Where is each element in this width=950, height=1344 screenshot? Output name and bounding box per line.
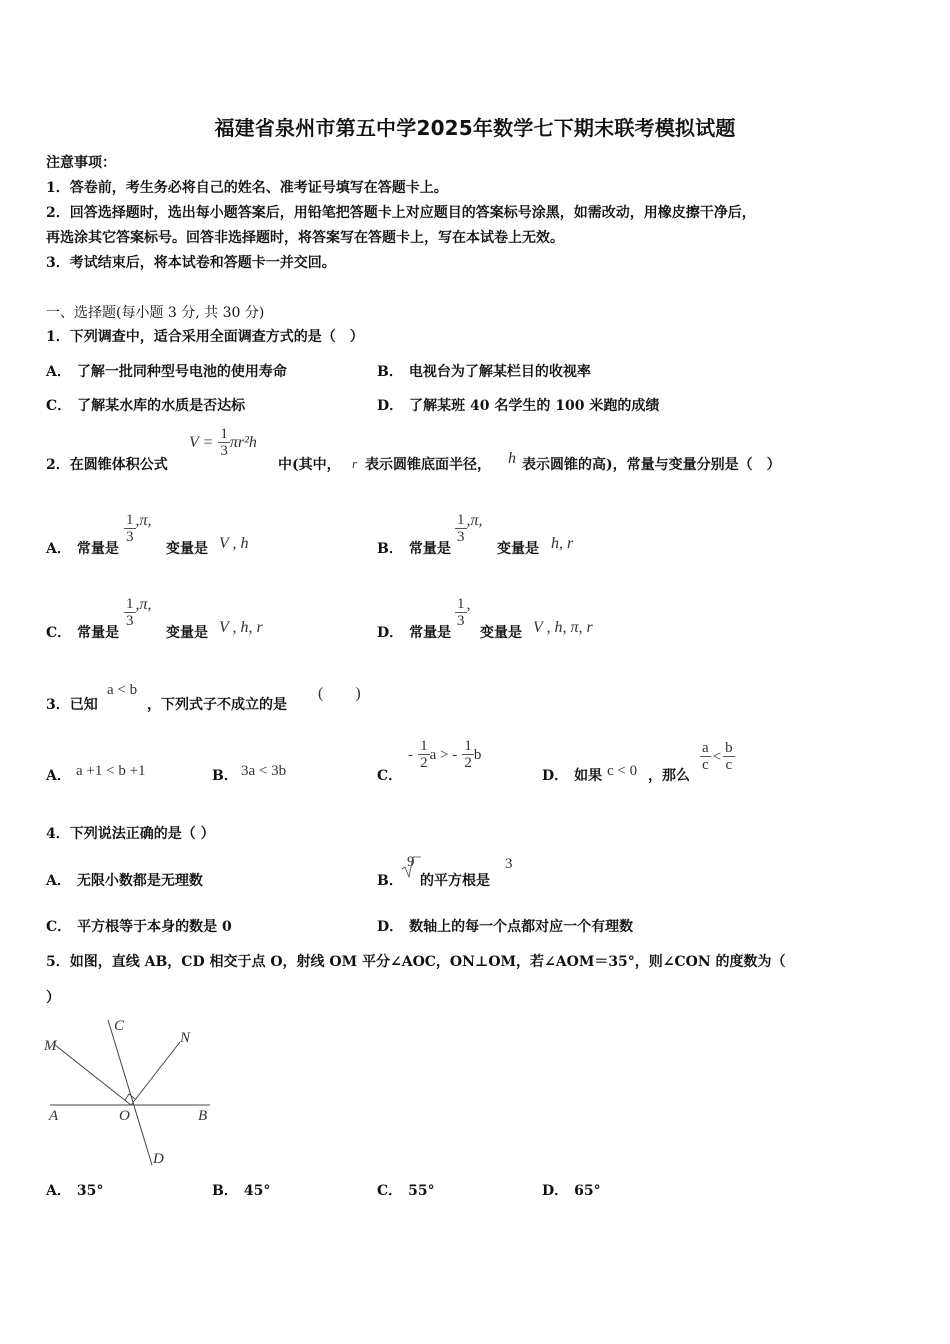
q3-option-b: B． (212, 768, 238, 784)
q5-option-b: B． 45° (212, 1183, 271, 1199)
q4-option-b-num: 9 (407, 854, 415, 870)
q3-stem-pre: 3．已知 (46, 697, 98, 713)
q2-option-c-vars: V , h, r (219, 619, 263, 636)
notice-heading: 注意事项： (46, 155, 116, 171)
option-letter: A． (46, 364, 71, 380)
q5-option-d: D． 65° (542, 1183, 601, 1199)
q2-option-d-vars: V , h, π, r (533, 619, 593, 636)
label-o: O (119, 1108, 130, 1124)
label-m: M (44, 1038, 57, 1054)
q2-option-c: C． 常量是 (46, 625, 120, 641)
label-n: N (180, 1030, 191, 1046)
q3-option-c: C． (377, 768, 403, 784)
q2-option-b-const: $\frac{1}{3}$ ,π, (457, 512, 483, 545)
q2-formula: V = $\frac{1}{3}$ πr²h (189, 426, 257, 459)
q2-option-a-vars: V , h (219, 535, 249, 552)
label-b: B (198, 1108, 208, 1124)
q2-option-a: A． 常量是 (46, 541, 119, 557)
q4-option-b-val: 3 (505, 856, 513, 872)
q3-condition: a < b (107, 682, 138, 698)
q3-option-d-mid: ，那么 (648, 768, 690, 784)
q2-stem-end: 表示圆锥的高)，常量与变量分别是（ ） (522, 457, 781, 473)
q3-option-d-expr: $\frac{a}{c}$ < $\frac{b}{c}$ (702, 740, 733, 773)
q5-stem: 5．如图，直线 AB，CD 相交于点 O，射线 OM 平分∠AOC，ON⊥OM，若∠AOM＝35°，则∠CON 的度数为（ (46, 954, 786, 970)
q2-option-b: B． 常量是 (377, 541, 451, 557)
fraction: $\frac{1}{3}$ (220, 426, 228, 459)
option-text: 了解一批同种型号电池的使用寿命 (76, 364, 287, 380)
q1-stem: 1．下列调查中，适合采用全面调查方式的是（ ） (46, 329, 364, 345)
notice-item: 3．考试结束后，将本试卷和答题卡一并交回。 (46, 255, 336, 271)
option-letter: D． (377, 398, 404, 414)
q2-var-label: 变量是 (480, 625, 522, 641)
q2-var-label: 变量是 (497, 541, 539, 557)
q3-option-d-cond: c < 0 (607, 763, 638, 779)
q2-option-a-const: $\frac{1}{3}$ ,π, (126, 512, 152, 545)
q4-option-b-text: 的平方根是 (420, 873, 490, 889)
q2-stem-pre: 2．在圆锥体积公式 (46, 457, 168, 473)
q4-option-a: A． 无限小数都是无理数 (46, 873, 203, 889)
q4-stem: 4．下列说法正确的是（ ） (46, 826, 215, 842)
q4-option-b: B． (377, 873, 403, 889)
q3-option-a-expr: a +1 < b +1 (76, 763, 146, 779)
q4-option-c: C． 平方根等于本身的数是 0 (46, 919, 232, 935)
q1-option-a (46, 361, 287, 381)
q2-stem-mid1: 中(其中， (278, 457, 341, 473)
q3-paren: ( ) (318, 685, 361, 702)
q3-option-c-expr: - $\frac{1}{2}$ a > - $\frac{1}{2}$ b (408, 738, 482, 771)
q3-stem-post: ，下列式子不成立的是 (147, 697, 287, 713)
option-text: 了解某水库的水质是否达标 (77, 398, 246, 414)
q2-var-h: h (508, 450, 516, 467)
label-d: D (153, 1151, 164, 1167)
q5-option-c: C． 55° (377, 1183, 435, 1199)
notice-item: 再选涂其它答案标号。回答非选择题时，将答案写在答题卡上，写在本试卷上无效。 (46, 230, 564, 246)
section-heading: 一、选择题(每小题 3 分, 共 30 分) (46, 305, 265, 321)
q3-option-d: D． 如果 (542, 768, 603, 784)
q2-option-d-const: $\frac{1}{3}$ , (457, 596, 471, 629)
label-a: A (49, 1108, 59, 1124)
notice-item: 2．回答选择题时，选出每小题答案后，用铅笔把答题卡上对应题目的答案标号涂黑，如需改动，用橡皮擦干净后， (46, 205, 756, 221)
angle-figure (40, 1010, 220, 1170)
q2-var-label: 变量是 (166, 541, 208, 557)
q5-stem-cont: ） (46, 990, 60, 1006)
q5-option-a: A． 35° (46, 1183, 104, 1199)
notice-item: 1．答卷前，考生务必将自己的姓名、准考证号填写在答题卡上。 (46, 180, 448, 196)
q2-stem-mid2: 表示圆锥底面半径， (365, 457, 491, 473)
q2-var-label: 变量是 (166, 625, 208, 641)
q2-option-d: D． 常量是 (377, 625, 452, 641)
option-text: 了解某班 40 名学生的 100 米跑的成绩 (409, 398, 660, 414)
option-text: 电视台为了解某栏目的收视率 (408, 364, 591, 380)
q2-option-b-vars: h, r (551, 535, 574, 552)
q2-option-c-const: $\frac{1}{3}$ ,π, (126, 596, 152, 629)
q3-option-b-expr: 3a < 3b (241, 763, 287, 779)
label-c: C (114, 1018, 125, 1034)
q3-option-a: A． (46, 768, 71, 784)
q1-option-b (377, 361, 591, 381)
option-letter: C． (46, 398, 72, 414)
right-angle-mark (125, 1094, 135, 1100)
page-title: 福建省泉州市第五中学2025年数学七下期末联考模拟试题 (214, 116, 736, 140)
ray-om (55, 1045, 131, 1105)
q2-var-r: r (352, 456, 358, 471)
q1-option-c (46, 395, 245, 415)
q1-option-d (377, 395, 659, 415)
option-letter: B． (377, 364, 403, 380)
q4-option-d: D． 数轴上的每一个点都对应一个有理数 (377, 919, 634, 935)
ray-on (131, 1042, 180, 1105)
